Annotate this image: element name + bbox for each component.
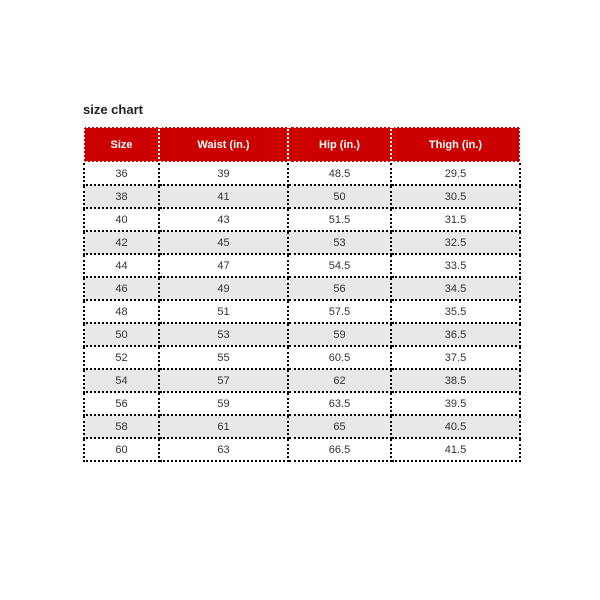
cell-hip: 60.5 — [288, 346, 391, 369]
table-row — [84, 438, 520, 461]
cell-thigh: 40.5 — [391, 415, 520, 438]
cell-hip: 53 — [288, 231, 391, 254]
cell-waist: 39 — [159, 162, 288, 185]
cell-hip: 57.5 — [288, 300, 391, 323]
cell-waist: 57 — [159, 369, 288, 392]
cell-hip: 56 — [288, 277, 391, 300]
cell-hip: 63.5 — [288, 392, 391, 415]
cell-thigh: 36.5 — [391, 323, 520, 346]
cell-thigh: 31.5 — [391, 208, 520, 231]
cell-thigh: 29.5 — [391, 162, 520, 185]
table-row — [84, 254, 520, 277]
cell-size: 52 — [84, 346, 159, 369]
table-row — [84, 231, 520, 254]
cell-thigh: 30.5 — [391, 185, 520, 208]
cell-hip: 65 — [288, 415, 391, 438]
size-chart-table — [83, 126, 521, 462]
cell-thigh: 34.5 — [391, 277, 520, 300]
table-row — [84, 208, 520, 231]
header-thigh: Thigh (in.) — [391, 127, 520, 162]
cell-thigh: 35.5 — [391, 300, 520, 323]
cell-size: 58 — [84, 415, 159, 438]
table-row — [84, 392, 520, 415]
cell-thigh: 32.5 — [391, 231, 520, 254]
cell-size: 42 — [84, 231, 159, 254]
cell-waist: 49 — [159, 277, 288, 300]
cell-thigh: 37.5 — [391, 346, 520, 369]
cell-waist: 61 — [159, 415, 288, 438]
cell-hip: 48.5 — [288, 162, 391, 185]
cell-waist: 55 — [159, 346, 288, 369]
cell-hip: 59 — [288, 323, 391, 346]
cell-size: 40 — [84, 208, 159, 231]
table-row — [84, 277, 520, 300]
cell-waist: 47 — [159, 254, 288, 277]
cell-thigh: 33.5 — [391, 254, 520, 277]
cell-size: 44 — [84, 254, 159, 277]
cell-hip: 54.5 — [288, 254, 391, 277]
cell-size: 56 — [84, 392, 159, 415]
size-chart-title: size chart — [83, 102, 143, 117]
header-row — [84, 127, 520, 162]
cell-waist: 59 — [159, 392, 288, 415]
cell-hip: 66.5 — [288, 438, 391, 461]
cell-hip: 50 — [288, 185, 391, 208]
cell-waist: 43 — [159, 208, 288, 231]
cell-size: 46 — [84, 277, 159, 300]
table-row — [84, 185, 520, 208]
cell-waist: 53 — [159, 323, 288, 346]
table-row — [84, 300, 520, 323]
cell-size: 48 — [84, 300, 159, 323]
cell-size: 60 — [84, 438, 159, 461]
cell-thigh: 38.5 — [391, 369, 520, 392]
cell-waist: 45 — [159, 231, 288, 254]
cell-size: 38 — [84, 185, 159, 208]
header-waist: Waist (in.) — [159, 127, 288, 162]
header-hip: Hip (in.) — [288, 127, 391, 162]
header-size: Size — [84, 127, 159, 162]
table-body — [84, 162, 520, 461]
cell-hip: 62 — [288, 369, 391, 392]
table-row — [84, 415, 520, 438]
cell-hip: 51.5 — [288, 208, 391, 231]
cell-thigh: 41.5 — [391, 438, 520, 461]
cell-waist: 41 — [159, 185, 288, 208]
cell-thigh: 39.5 — [391, 392, 520, 415]
cell-size: 50 — [84, 323, 159, 346]
table-header — [84, 127, 520, 162]
cell-waist: 63 — [159, 438, 288, 461]
table-row — [84, 162, 520, 185]
cell-waist: 51 — [159, 300, 288, 323]
table-row — [84, 369, 520, 392]
cell-size: 54 — [84, 369, 159, 392]
table-row — [84, 323, 520, 346]
cell-size: 36 — [84, 162, 159, 185]
table-row — [84, 346, 520, 369]
